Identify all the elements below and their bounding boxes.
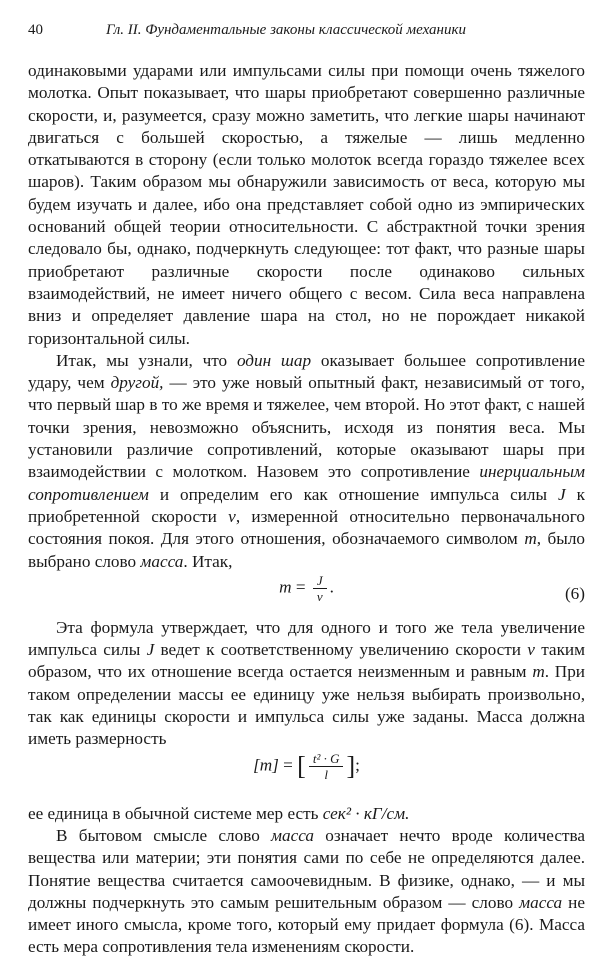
text-run: . Итак,	[183, 551, 233, 571]
denominator: v	[316, 588, 323, 604]
symbol: J	[146, 640, 155, 660]
text-run: оказывает большее сопротивление удару, чем	[28, 350, 585, 393]
emphasis: масса	[271, 825, 314, 845]
equation-6	[28, 573, 585, 617]
fraction	[313, 573, 327, 604]
paragraph-4	[28, 803, 585, 825]
numerator: J	[313, 573, 327, 589]
text-run: , было выбрано слово	[28, 529, 585, 571]
text-run: — это уже новый опытный факт, независимый от того, что первый шар в то же время и тяжелее, чем второй. Но этот факт, с нашей точки зрения, невозможно объяснить, исходя из понятия веса. Мы установили различие сопротивлений, которые оказывают шары при взаимодействии с молотком. Назовем это сопротивление	[28, 373, 585, 482]
body-text	[28, 60, 585, 959]
text-run: В бытовом смысле слово	[56, 825, 272, 845]
text-run: означает нечто вроде количества вещества или материи; эти понятия сами по себе не определяются далее. Понятие вещества считается самоочевидным. В физике, однако, — и мы должны подчеркнуть это самым решительным образом — слово	[28, 825, 585, 912]
text-run: . При таком определении массы ее единицу уже нельзя выбирать произвольно, так как единицы скорости и импульса силы уже заданы. Масса должна иметь размерность	[28, 662, 585, 749]
page-header	[28, 22, 585, 44]
text-run: , измеренной относительно первоначального состояния покоя. Для этого отношения, обозначаемого символом	[28, 506, 585, 549]
text-run: Итак, мы узнали, что	[56, 350, 237, 370]
unit: сек² · кГ/см.	[322, 803, 410, 823]
eq-end: .	[329, 577, 334, 597]
eq-sign: =	[295, 577, 306, 597]
eq-sign: =	[283, 755, 293, 775]
emphasis: один шар	[236, 350, 312, 370]
text-run: не имеет иного смысла, кроме того, который ему придает формула (6). Масса есть мера сопротивления тела изменениям скорости.	[28, 892, 585, 957]
emphasis: масса	[140, 551, 184, 571]
text-run: таким образом, что их отношение всегда остается неизменным и равным	[28, 640, 585, 682]
symbol: m	[524, 529, 537, 549]
symbol: J	[558, 484, 566, 504]
numerator: t² · G	[309, 751, 344, 767]
symbol: m	[532, 662, 545, 682]
eq-lhs: [m]	[253, 755, 279, 775]
paragraph-1: одинаковыми ударами или импульсами силы при помощи очень тяжелого молотка. Опыт показывает, что шары приобретают совершенно различные скорости, и, разумеется, сразу можно заметить, что легкие шары начинают двигаться с большей скоростью, а тяжелые — лишь медленно откатываются в сторону (если только молоток всегда гораздо тяжелее всех шаров). Таким образом мы обнаружили зависимость от веса, которую мы будем изучать и далее, ибо она представляет собой одно из эмпирических оснований общей теории относительности. С абстрактной точки зрения следовало бы, однако, подчеркнуть следующее: тот факт, что разные шары приобретают различные скорости после одинаково сильных взаимодействий, не имеет ничего общего с весом. Сила веса направлена вниз и определяет давление шара на стол, но не порождает никакой горизонтальной силы.	[28, 61, 585, 348]
denominator: l	[324, 766, 328, 782]
paragraph-5	[28, 825, 585, 959]
running-head: Гл. II. Фундаментальные законы классической механики	[106, 22, 466, 38]
emphasis: масса	[519, 892, 563, 912]
eq-end: ;	[355, 755, 360, 775]
symbol: v	[228, 506, 236, 526]
text-run: к приобретенной скорости	[28, 484, 585, 526]
paragraph-2	[28, 350, 585, 573]
right-bracket: ]	[346, 750, 356, 780]
page-number: 40	[28, 22, 43, 38]
fraction	[309, 751, 344, 782]
text-run: ведет к соответственному увеличению скорости	[154, 640, 528, 660]
emphasis: инерциальным сопротивлением	[28, 462, 585, 504]
eq-lhs: m	[279, 577, 292, 597]
equation-number: (6)	[564, 583, 585, 603]
text-run: Эта формула утверждает, что для одного и того же тела увеличение импульса силы	[28, 617, 585, 660]
text-run: ее единица в обычной системе мер есть	[28, 803, 323, 823]
dimension-equation	[28, 751, 585, 803]
left-bracket: [	[297, 750, 306, 780]
text-run: и определим его как отношение импульса силы	[148, 484, 559, 504]
paragraph-3	[28, 617, 585, 751]
emphasis: другой,	[110, 373, 164, 393]
symbol: v	[527, 640, 535, 660]
